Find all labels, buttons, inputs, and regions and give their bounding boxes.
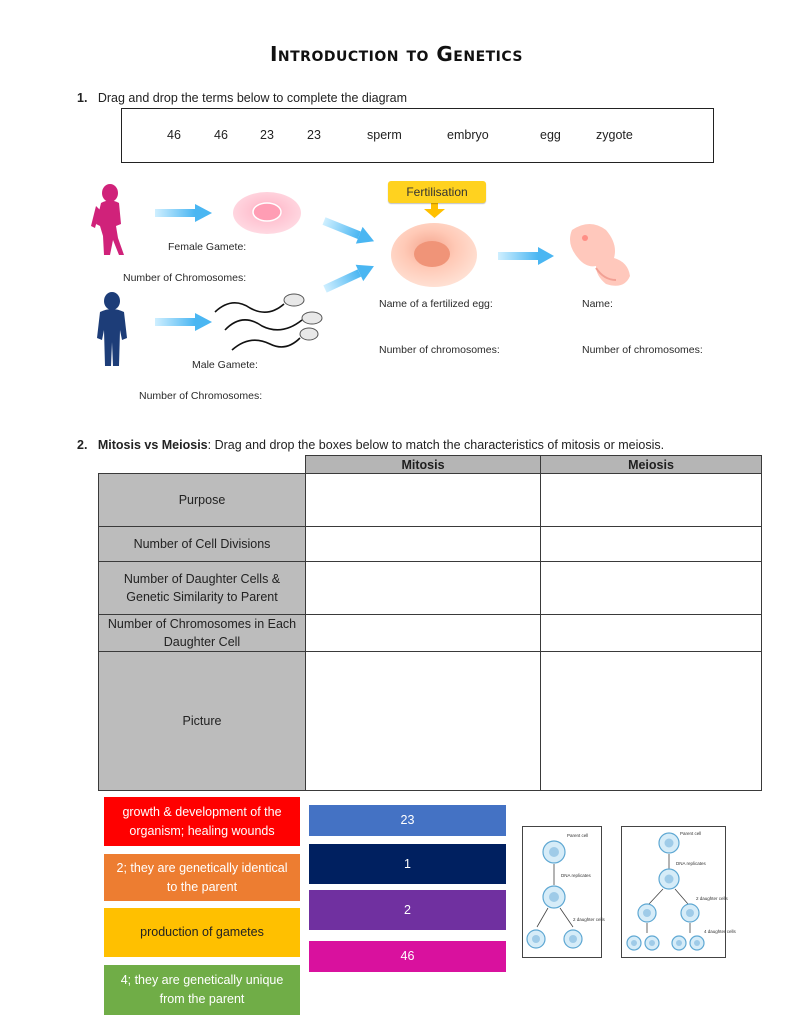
mitosis-picture-card[interactable] — [522, 826, 605, 958]
row-header-cell-divisions: Number of Cell Divisions — [99, 527, 306, 562]
column-header-mitosis: Mitosis — [306, 456, 541, 474]
mitosis-daughters-label: 2 daughter cells — [573, 917, 605, 922]
female-chromosomes-label: Number of Chromosomes: — [123, 272, 247, 284]
card-2[interactable]: 2 — [309, 890, 506, 930]
embryo-chromosomes-label: Number of chromosomes: — [582, 344, 703, 356]
question-2-text: : Drag and drop the boxes below to match the characteristics of mitosis or meiosis. — [207, 438, 665, 452]
arrow-egg-to-zygote — [321, 213, 378, 250]
drop-cell-mitosis-chromosomes[interactable] — [306, 615, 541, 652]
card-23[interactable]: 23 — [309, 805, 506, 836]
card-four-unique[interactable]: 4; they are genetically unique from the parent — [104, 965, 300, 1015]
row-header-daughter-cells: Number of Daughter Cells & Genetic Similarity to Parent — [99, 562, 306, 615]
meiosis-parent-label: Parent cell — [680, 831, 702, 836]
fertilisation-arrow-icon — [424, 203, 445, 218]
card-purpose-gametes[interactable]: production of gametes — [104, 908, 300, 957]
term-46-a[interactable]: 46 — [167, 128, 181, 142]
page-title: Introduction to Genetics — [269, 42, 524, 66]
fertilized-egg-name-label: Name of a fertilized egg: — [379, 298, 493, 310]
mitosis-replicates-label: DNA replicates — [561, 873, 591, 878]
male-chromosomes-label: Number of Chromosomes: — [139, 390, 263, 402]
drop-cell-meiosis-picture[interactable] — [541, 652, 762, 791]
arrow-female-to-egg — [155, 204, 212, 222]
drop-cell-mitosis-daughter-cells[interactable] — [306, 562, 541, 615]
row-header-chromosomes: Number of Chromosomes in Each Daughter Cell — [99, 615, 306, 652]
male-silhouette-icon — [97, 292, 127, 366]
drop-cell-mitosis-picture[interactable] — [306, 652, 541, 791]
meiosis-picture-card[interactable] — [621, 826, 736, 958]
drop-cell-meiosis-purpose[interactable] — [541, 474, 762, 527]
mitosis-diagram — [523, 827, 605, 956]
meiosis-final-label: 4 daughter cells — [704, 929, 736, 934]
card-46[interactable]: 46 — [309, 941, 506, 972]
term-egg[interactable]: egg — [540, 128, 561, 142]
term-23-a[interactable]: 23 — [260, 128, 274, 142]
mitosis-parent-label: Parent cell — [567, 833, 589, 838]
question-1-number: 1. — [77, 91, 88, 105]
drop-cell-meiosis-daughter-cells[interactable] — [541, 562, 762, 615]
meiosis-diagram — [622, 827, 736, 956]
question-2-bold: Mitosis vs Meiosis — [97, 438, 208, 452]
row-header-picture: Picture — [99, 652, 306, 791]
term-46-b[interactable]: 46 — [214, 128, 228, 142]
drop-cell-mitosis-divisions[interactable] — [306, 527, 541, 562]
fertilized-egg-chromosomes-label: Number of chromosomes: — [379, 344, 500, 356]
term-zygote[interactable]: zygote — [596, 128, 633, 142]
female-gamete-label: Female Gamete: — [168, 241, 247, 253]
mitosis-meiosis-table — [98, 455, 762, 791]
question-2-number: 2. — [77, 438, 88, 452]
zygote-cell-icon — [391, 223, 477, 287]
term-23-b[interactable]: 23 — [307, 128, 321, 142]
male-gamete-label: Male Gamete: — [192, 359, 258, 371]
card-purpose-growth[interactable]: growth & development of the organism; healing wounds — [104, 797, 300, 846]
question-1-text: Drag and drop the terms below to complete the diagram — [97, 91, 408, 105]
embryo-icon — [570, 224, 630, 286]
sperm-cells-icon — [215, 294, 322, 350]
arrow-male-to-sperm — [155, 313, 212, 331]
drop-cell-meiosis-chromosomes[interactable] — [541, 615, 762, 652]
egg-cell-icon — [233, 192, 301, 234]
card-two-identical[interactable]: 2; they are genetically identical to the parent — [104, 854, 300, 901]
embryo-name-label: Name: — [582, 298, 613, 310]
term-sperm[interactable]: sperm — [367, 128, 402, 142]
drop-cell-mitosis-purpose[interactable] — [306, 474, 541, 527]
card-1[interactable]: 1 — [309, 844, 506, 884]
meiosis-daughters-label: 2 daughter cells — [696, 896, 728, 901]
term-embryo[interactable]: embryo — [447, 128, 489, 142]
column-header-meiosis: Meiosis — [541, 456, 762, 474]
fertilisation-label: Fertilisation — [388, 181, 486, 203]
arrow-sperm-to-zygote — [321, 258, 378, 297]
row-header-purpose: Purpose — [99, 474, 306, 527]
arrow-zygote-to-embryo — [498, 247, 554, 265]
question-2-heading — [77, 438, 664, 452]
drop-cell-meiosis-divisions[interactable] — [541, 527, 762, 562]
female-silhouette-icon — [91, 184, 124, 255]
fertilisation-diagram — [0, 0, 793, 420]
meiosis-replicates-label: DNA replicates — [676, 861, 706, 866]
